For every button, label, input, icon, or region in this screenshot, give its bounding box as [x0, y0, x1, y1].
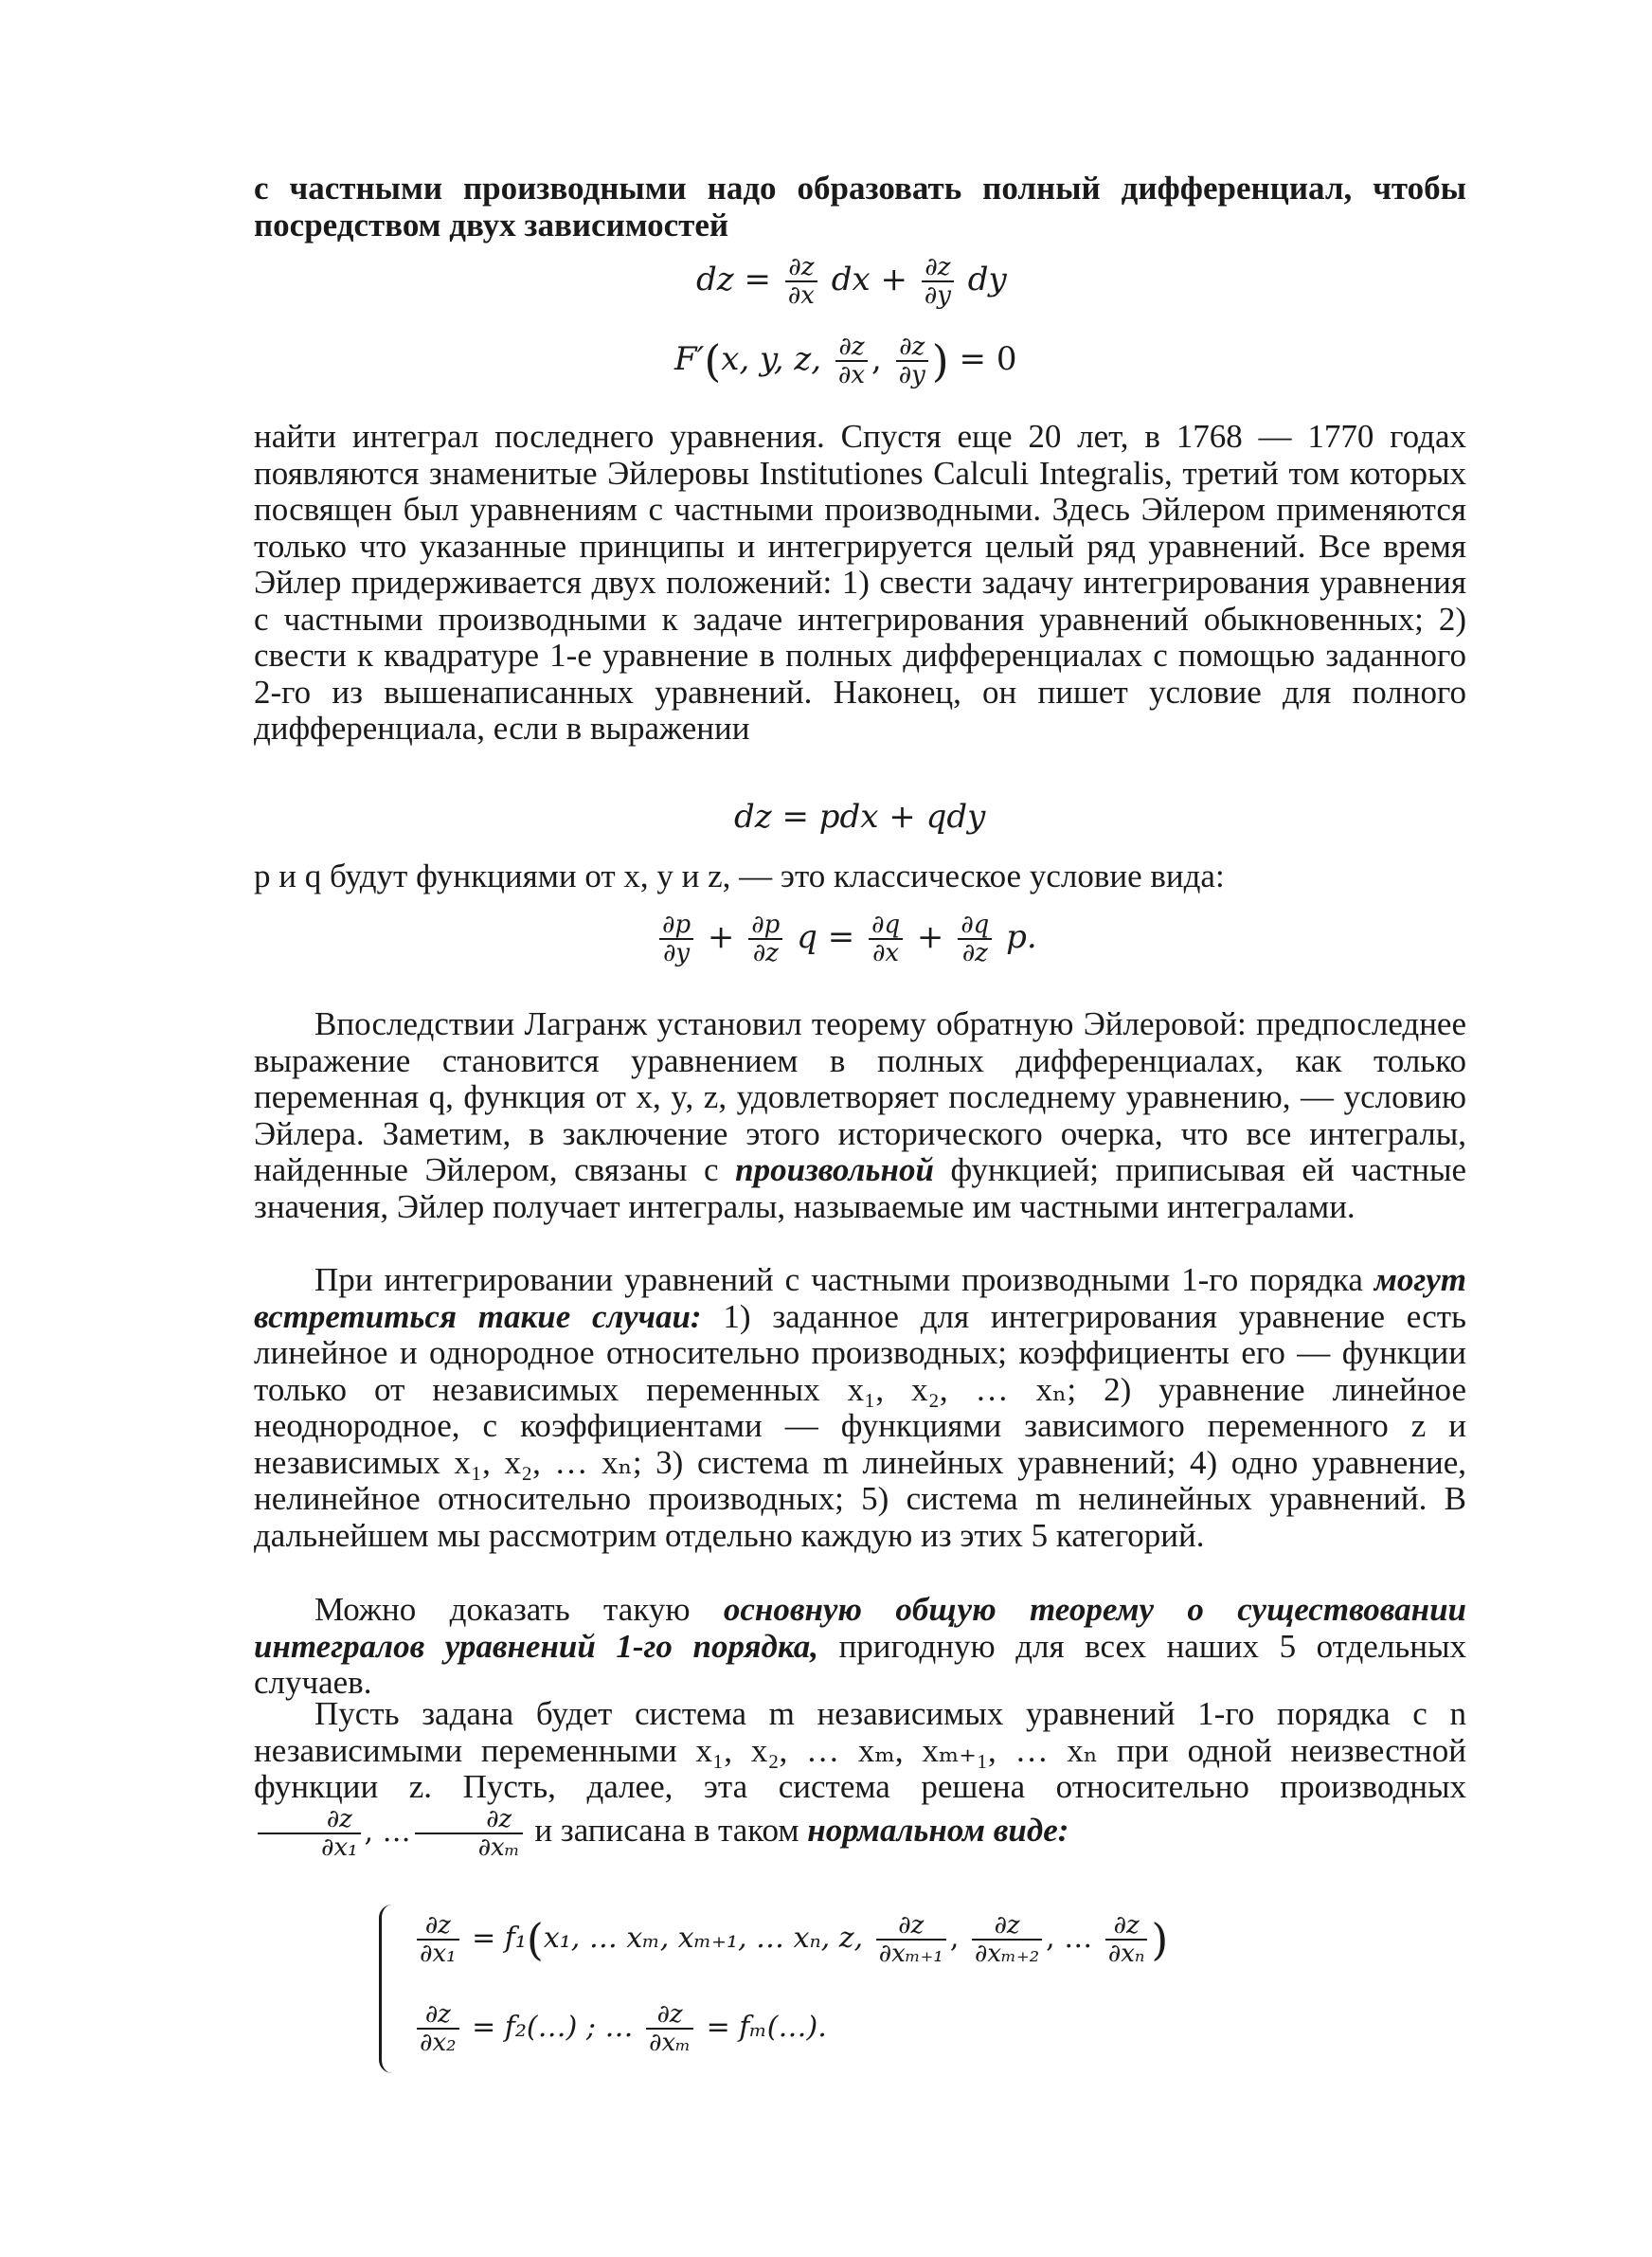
paragraph-intro: с частными производными надо образовать полный дифференциал, чтобы посредством двух зависимостей: [254, 170, 1466, 244]
paragraph-condition: p и q будут функциями от x, y и z, — это классическое условие вида:: [254, 858, 1225, 894]
paragraph-lagrange: Впоследствии Лагранж установил теорему обратную Эйлеровой: предпоследнее выражение становится уравнением в полных дифференциалах, как только переменная q, функция от x, y, z, удовлетворяет последнему уравнению, — условию Эйлера. Заметим, в заключение этого исторического очерка, что все интегралы, найденные Эйлером, связаны с произвольной функцией; приписывая ей частные значения, Эйлер получает интегралы, называемые им частными интегралами.: [254, 1005, 1467, 1225]
paragraph-system: Пусть задана будет система m независимых уравнений 1-го порядка с n независимыми переменными x₁, x₂, … xₘ, xₘ₊₁, … xₙ при одной неизвестной функции z. Пусть, далее, эта система решена относительно производных $\frac{\partial z}{\text{∂x₁}}$ , … $\frac{\partial z}{\text{∂xₘ}}$ и записана в таком нормальном виде:: [254, 1695, 1466, 1862]
system-equation-1: $\frac{\partial z}{\text{∂x₁}}$ = f₁(x₁, … xₘ, xₘ₊₁, … xₙ, z, $\frac{\partial z}{\text{∂xₘ₊₁}}$ , $\frac{\partial z}{\text{∂xₘ₊₂}}$ , … $\frac{\partial z}{\text{∂xₙ}}$ ): [413, 1912, 1168, 1967]
equation-F: F′(x, y, z, $\frac{\partial z}{\partial x}$ , $\frac{\partial z}{\partial y}$ ) = 0: [674, 333, 1017, 389]
paragraph-euler-history: найти интеграл последнего уравнения. Спустя еще 20 лет, в 1768 — 1770 годах появляются знаменитые Эйлеровы Institutiones Calculi Integralis, третий том которых посвящен был уравнениям с частными производными. Здесь Эйлером применяются только что указанные принципы и интегрируется целый ряд уравнений. Все время Эйлер придерживается двух положений: 1) свести задачу интегрирования уравнения с частными производными к задаче интегрирования уравнений обыкновенных; 2) свести к квадратуре 1-е уравнение в полных дифференциалах с помощью заданного 2-го из вышенаписанных уравнений. Наконец, он пишет условие для полного дифференциала, если в выражении: [254, 418, 1466, 747]
equation-pdq: dz = pdx + qdy: [734, 798, 986, 836]
paragraph-cases: При интегрировании уравнений с частными производными 1-го порядка могут встретиться такие случаи: 1) заданное для интегрирования уравнение есть линейное и однородное относительно производных; коэффициенты его — функции только от независимых переменных x₁, x₂, … xₙ; 2) уравнение линейное неоднородное, с коэффициентами — функциями зависимого переменного z и независимых x₁, x₂, … xₙ; 3) система m линейных уравнений; 4) одно уравнение, нелинейное относительно производных; 5) система m нелинейных уравнений. В дальнейшем мы рассмотрим отдельно каждую из этих 5 категорий.: [254, 1261, 1466, 1554]
paragraph-theorem: Можно доказать такую основную общую теорему о существовании интегралов уравнений 1-го порядка, пригодную для всех наших 5 отдельных случаев.: [254, 1591, 1467, 1701]
equation-euler-condition: $\frac{\partial p}{\partial y}$ + $\frac{\partial p}{\partial z}$ q = $\frac{\partial q}{\partial x}$ + $\frac{\partial q}{\partial z}$ p.: [655, 912, 1037, 966]
equation-total-differential: dz = $\frac{\partial z}{\partial x}$ dx + $\frac{\partial z}{\partial y}$ dy: [696, 253, 1007, 310]
system-equation-2: $\frac{\partial z}{\text{∂x₂}}$ = f₂(…) ; … $\frac{\partial z}{\text{∂xₘ}}$ = fₘ(…).: [413, 2001, 827, 2056]
system-brace: [379, 1905, 399, 2073]
